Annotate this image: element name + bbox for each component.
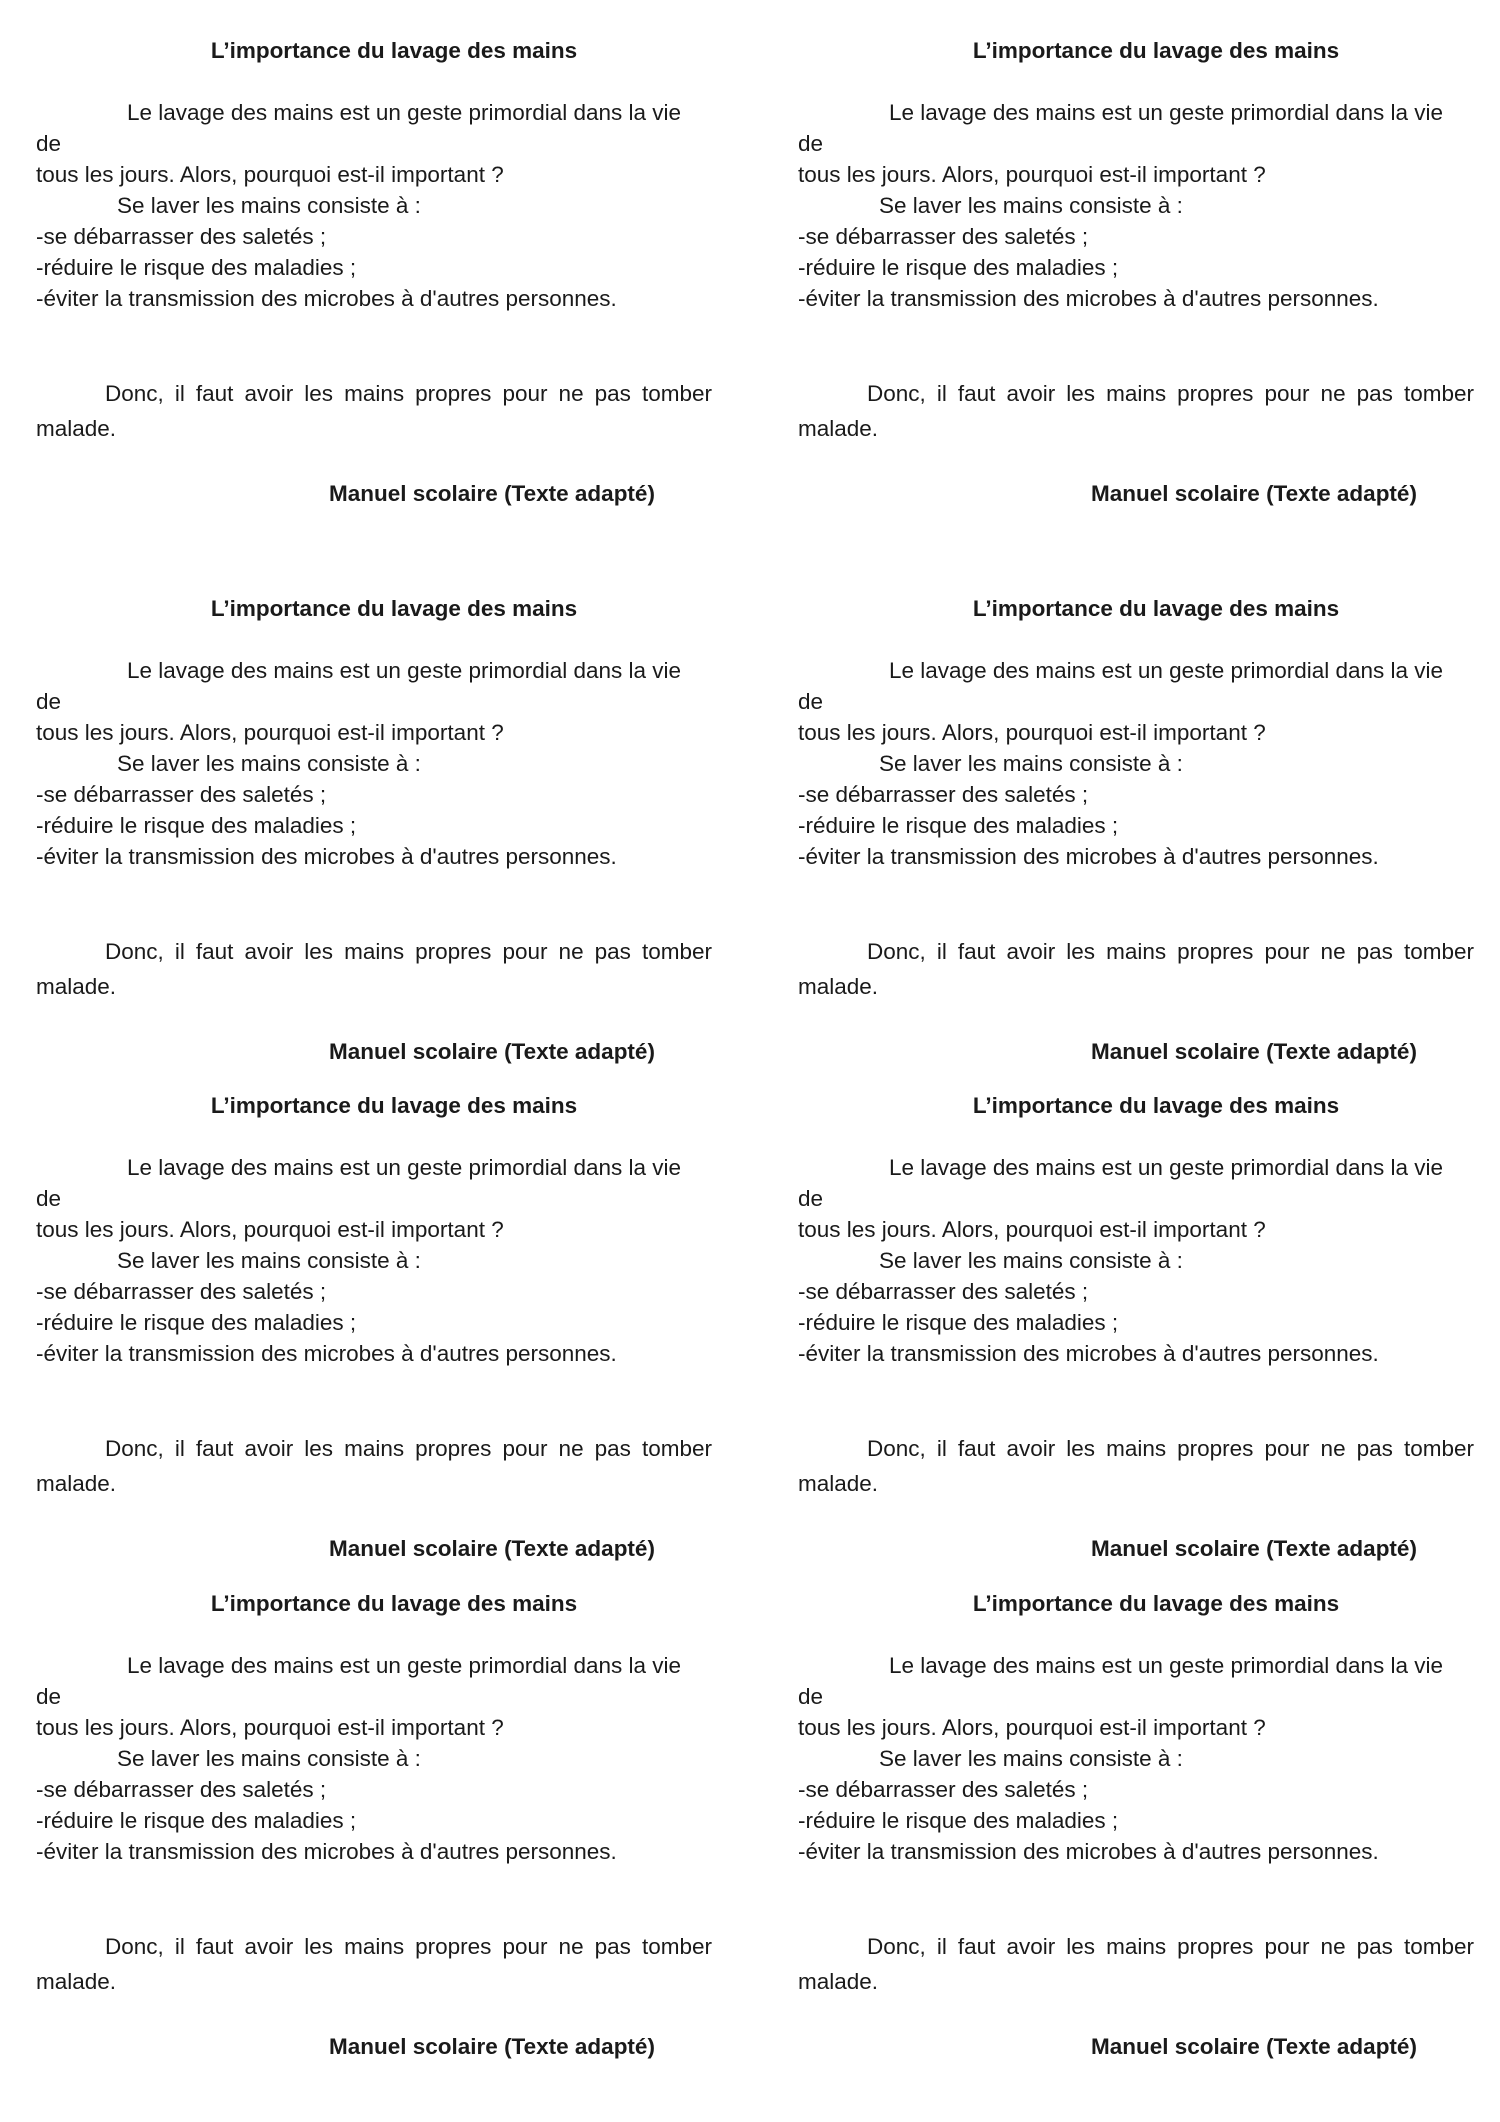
list-lead: Se laver les mains consiste à :: [117, 751, 421, 776]
intro-paragraph: [36, 97, 712, 190]
list-item: -se débarrasser des saletés ;: [36, 1279, 327, 1304]
list-item: -éviter la transmission des microbes à d'autres personnes.: [798, 1341, 1379, 1366]
list-item: -réduire le risque des maladies ;: [36, 1808, 357, 1833]
intro-line: Le lavage des mains est un geste primordial dans la vie de: [36, 1155, 682, 1211]
list-item: -se débarrasser des saletés ;: [36, 224, 327, 249]
intro-line: tous les jours. Alors, pourquoi est-il important ?: [36, 1217, 504, 1242]
list-item: -éviter la transmission des microbes à d'autres personnes.: [36, 1839, 617, 1864]
source-credit: Manuel scolaire (Texte adapté): [329, 481, 655, 506]
intro-line: tous les jours. Alors, pourquoi est-il important ?: [798, 1715, 1266, 1740]
source-credit: Manuel scolaire (Texte adapté): [1091, 1536, 1417, 1561]
intro-paragraph: [36, 655, 712, 748]
intro-paragraph: [798, 655, 1474, 748]
list-item: -réduire le risque des maladies ;: [798, 1310, 1119, 1335]
list-item: -réduire le risque des maladies ;: [36, 813, 357, 838]
conclusion-paragraph: Donc, il faut avoir les mains propres pour ne pas tomber malade.: [798, 381, 1474, 441]
intro-paragraph: [36, 1152, 712, 1245]
intro-paragraph: [798, 1152, 1474, 1245]
reasons-list: [36, 221, 617, 314]
list-item: -réduire le risque des maladies ;: [798, 813, 1119, 838]
reasons-list: [798, 221, 1379, 314]
card-title: L’importance du lavage des mains: [210, 38, 578, 63]
intro-line: Le lavage des mains est un geste primordial dans la vie de: [798, 1155, 1444, 1211]
list-item: -éviter la transmission des microbes à d'autres personnes.: [798, 1839, 1379, 1864]
intro-line: tous les jours. Alors, pourquoi est-il important ?: [36, 162, 504, 187]
list-item: -éviter la transmission des microbes à d'autres personnes.: [798, 286, 1379, 311]
list-item: -se débarrasser des saletés ;: [36, 782, 327, 807]
intro-line: Le lavage des mains est un geste primordial dans la vie de: [36, 100, 682, 156]
intro-paragraph: [36, 1650, 712, 1743]
intro-line: tous les jours. Alors, pourquoi est-il important ?: [36, 720, 504, 745]
card-title: L’importance du lavage des mains: [972, 1093, 1340, 1118]
list-item: -réduire le risque des maladies ;: [798, 255, 1119, 280]
card-title: L’importance du lavage des mains: [210, 1591, 578, 1616]
intro-line: tous les jours. Alors, pourquoi est-il important ?: [798, 162, 1266, 187]
list-item: -réduire le risque des maladies ;: [36, 1310, 357, 1335]
source-credit: Manuel scolaire (Texte adapté): [1091, 2034, 1417, 2059]
reasons-list: [36, 779, 617, 872]
intro-paragraph: [798, 97, 1474, 190]
intro-line: Le lavage des mains est un geste primordial dans la vie de: [36, 1653, 682, 1709]
card-title: L’importance du lavage des mains: [972, 596, 1340, 621]
conclusion-paragraph: Donc, il faut avoir les mains propres pour ne pas tomber malade.: [36, 381, 712, 441]
list-item: -éviter la transmission des microbes à d'autres personnes.: [798, 844, 1379, 869]
reasons-list: [36, 1276, 617, 1369]
source-credit: Manuel scolaire (Texte adapté): [1091, 481, 1417, 506]
intro-line: Le lavage des mains est un geste primordial dans la vie de: [36, 658, 682, 714]
intro-line: tous les jours. Alors, pourquoi est-il important ?: [36, 1715, 504, 1740]
list-item: -éviter la transmission des microbes à d'autres personnes.: [36, 286, 617, 311]
intro-line: tous les jours. Alors, pourquoi est-il important ?: [798, 720, 1266, 745]
conclusion-paragraph: Donc, il faut avoir les mains propres pour ne pas tomber malade.: [798, 939, 1474, 999]
intro-line: Le lavage des mains est un geste primordial dans la vie de: [798, 100, 1444, 156]
reasons-list: [798, 1774, 1379, 1867]
intro-paragraph: [798, 1650, 1474, 1743]
intro-line: Le lavage des mains est un geste primordial dans la vie de: [798, 658, 1444, 714]
source-credit: Manuel scolaire (Texte adapté): [329, 1536, 655, 1561]
list-lead: Se laver les mains consiste à :: [879, 751, 1183, 776]
conclusion-paragraph: Donc, il faut avoir les mains propres pour ne pas tomber malade.: [36, 1436, 712, 1496]
intro-line: tous les jours. Alors, pourquoi est-il important ?: [798, 1217, 1266, 1242]
intro-line: Le lavage des mains est un geste primordial dans la vie de: [798, 1653, 1444, 1709]
list-lead: Se laver les mains consiste à :: [117, 1248, 421, 1273]
list-lead: Se laver les mains consiste à :: [117, 1746, 421, 1771]
list-item: -réduire le risque des maladies ;: [36, 255, 357, 280]
conclusion-paragraph: Donc, il faut avoir les mains propres pour ne pas tomber malade.: [36, 939, 712, 999]
card-title: L’importance du lavage des mains: [972, 1591, 1340, 1616]
list-item: -se débarrasser des saletés ;: [798, 1279, 1089, 1304]
list-lead: Se laver les mains consiste à :: [879, 1248, 1183, 1273]
list-item: -éviter la transmission des microbes à d'autres personnes.: [36, 1341, 617, 1366]
card-title: L’importance du lavage des mains: [210, 1093, 578, 1118]
list-item: -se débarrasser des saletés ;: [798, 782, 1089, 807]
conclusion-paragraph: Donc, il faut avoir les mains propres pour ne pas tomber malade.: [36, 1934, 712, 1994]
list-item: -se débarrasser des saletés ;: [798, 224, 1089, 249]
source-credit: Manuel scolaire (Texte adapté): [329, 2034, 655, 2059]
list-item: -se débarrasser des saletés ;: [798, 1777, 1089, 1802]
reasons-list: [798, 1276, 1379, 1369]
conclusion-paragraph: Donc, il faut avoir les mains propres pour ne pas tomber malade.: [798, 1436, 1474, 1496]
list-item: -éviter la transmission des microbes à d'autres personnes.: [36, 844, 617, 869]
list-lead: Se laver les mains consiste à :: [879, 1746, 1183, 1771]
source-credit: Manuel scolaire (Texte adapté): [1091, 1039, 1417, 1064]
conclusion-paragraph: Donc, il faut avoir les mains propres pour ne pas tomber malade.: [798, 1934, 1474, 1994]
source-credit: Manuel scolaire (Texte adapté): [329, 1039, 655, 1064]
card-title: L’importance du lavage des mains: [210, 596, 578, 621]
list-lead: Se laver les mains consiste à :: [879, 193, 1183, 218]
list-lead: Se laver les mains consiste à :: [117, 193, 421, 218]
reasons-list: [36, 1774, 617, 1867]
reasons-list: [798, 779, 1379, 872]
card-title: L’importance du lavage des mains: [972, 38, 1340, 63]
list-item: -réduire le risque des maladies ;: [798, 1808, 1119, 1833]
list-item: -se débarrasser des saletés ;: [36, 1777, 327, 1802]
